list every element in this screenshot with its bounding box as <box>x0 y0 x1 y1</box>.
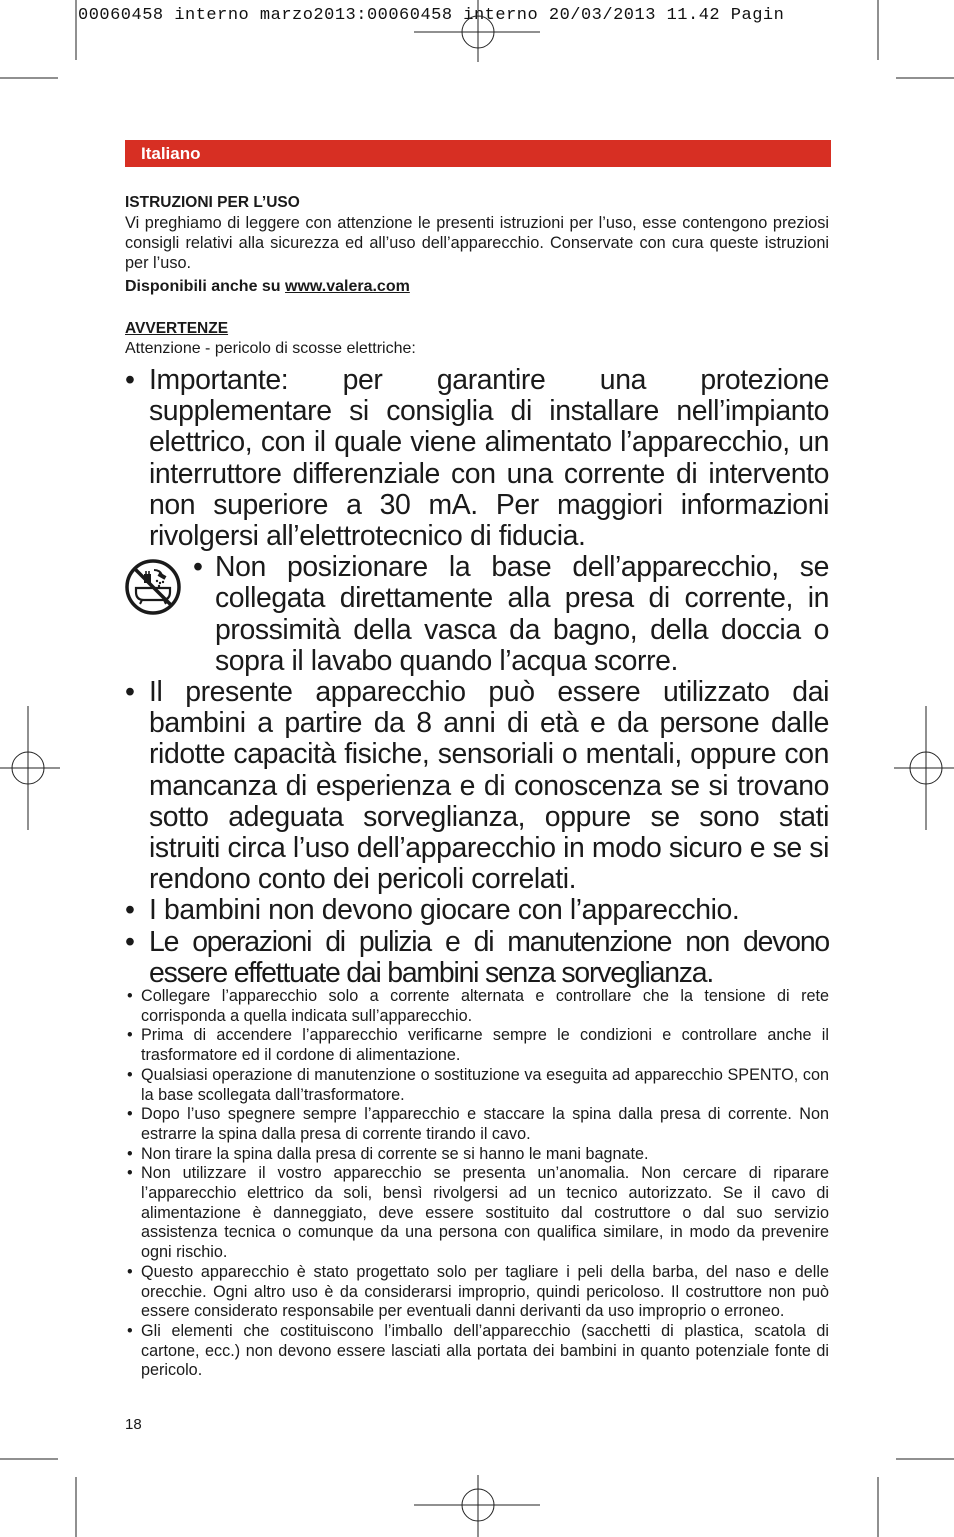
list-item-text: Prima di accendere l’apparecchio verificarne sempre le condizioni e controllare anche il trasformatore ed il cordone di alimentazione. <box>141 1026 829 1065</box>
bullet: • <box>125 364 135 396</box>
page-number: 18 <box>125 1416 142 1433</box>
instructions-paragraph: Vi preghiamo di leggere con attenzione le presenti istruzioni per l’uso, esse contengono preziosi consigli relativi alla sicurezza ed all’uso dell’apparecchio. Conservate con cura queste istruzioni per l’uso. <box>125 214 829 272</box>
bullet: • <box>125 925 134 958</box>
registration-crosshair-icon <box>894 752 954 784</box>
bullet: • <box>127 1144 133 1163</box>
warnings-heading: AVVERTENZE <box>125 320 229 337</box>
list-item <box>127 1164 829 1263</box>
print-slug-line: 00060458 interno marzo2013:00060458 interno 20/03/2013 11.42 Pagin <box>78 6 785 25</box>
bullet: • <box>125 676 135 709</box>
list-item <box>125 677 829 895</box>
list-item <box>127 987 829 1026</box>
large-warnings-list <box>125 365 829 989</box>
list-item-text: Importante: per garantire una protezione supplementare si consiglia di installare nell’impianto elettrico, con il quale viene alimentato l’apparecchio, un interruttore differenziale con una corrente di intervento non superiore a 30 mA. Per maggiori informazioni rivolgersi all’elettrotecnico di fiducia. <box>149 364 829 553</box>
intro-section <box>125 193 829 359</box>
list-item-text: Collegare l’apparecchio solo a corrente alternata e controllare che la tensione di rete corrisponda a quella indicata sull’apparecchio. <box>141 987 829 1025</box>
bullet: • <box>127 1105 133 1124</box>
list-item <box>127 1145 829 1165</box>
bullet: • <box>193 551 203 584</box>
bullet: • <box>127 1262 133 1281</box>
bullet: • <box>125 894 135 927</box>
registration-crosshair-icon <box>0 752 60 784</box>
list-item-text: Le operazioni di pulizia e di manutenzione non devono essere effettuate dai bambini senza sorveglianza. <box>149 925 829 989</box>
bullet: • <box>127 1321 133 1340</box>
bullet: • <box>127 1026 133 1045</box>
list-item <box>125 895 829 926</box>
list-item-text: Dopo l’uso spegnere sempre l’apparecchio e staccare la spina dalla presa di corrente. Non estrarre la spina dalla presa di corrente tirando il cavo. <box>141 1105 829 1143</box>
instructions-heading: ISTRUZIONI PER L’USO <box>125 194 300 211</box>
bullet: • <box>127 1164 133 1183</box>
list-item <box>125 365 829 552</box>
list-item <box>125 927 829 989</box>
list-item <box>193 552 829 677</box>
list-item <box>127 1066 829 1105</box>
list-item-text: I bambini non devono giocare con l’apparecchio. <box>149 894 740 927</box>
list-item-text: Non utilizzare il vostro apparecchio se presenta un’anomalia. Non cercare di riparare l’apparecchio elettrico da soli, bensì rivolgersi ad un tecnico autorizzato. Se il cavo di alimentazione è danneggiato, deve essere sostituito dal costruttore o dal suo servizio assistenza tecnica o comunque da una persona con qualifica similare, in modo da prevenire ogni rischio. <box>141 1164 829 1262</box>
list-item-text: Non posizionare la base dell’apparecchio, se collegata direttamente alla presa di corrente, in prossimità della vasca da bagno, della doccia o sopra il lavabo quando l’acqua scorre. <box>215 551 829 677</box>
no-water-near-bath-icon <box>124 558 182 616</box>
language-tab: Italiano <box>125 140 831 167</box>
warnings-subheading: Attenzione - pericolo di scosse elettriche: <box>125 340 416 357</box>
small-warnings-list <box>127 987 829 1381</box>
registration-crosshair-icon <box>414 1475 540 1537</box>
list-item-text: Qualsiasi operazione di manutenzione o sostituzione va eseguita ad apparecchio SPENTO, con la base scollegata dall’trasformatore. <box>141 1065 829 1104</box>
list-item <box>127 1263 829 1322</box>
list-item-text: Questo apparecchio è stato progettato solo per tagliare i peli della barba, del naso e delle orecchie. Ogni altro uso è da considerarsi improprio, quindi pericoloso. Il costruttore non può essere considerato responsabile per eventuali danni derivanti da uso improprio o erroneo. <box>141 1262 829 1321</box>
list-item <box>127 1322 829 1381</box>
list-item-text: Il presente apparecchio può essere utilizzato dai bambini a partire da 8 anni di età e da persone dalle ridotte capacità fisiche, sensoriali o mentali, oppure con mancanza di esperienza e di conoscenza se si trovano sotto adeguata sorveglianza, oppure se sono stati istruiti circa l’uso dell’apparecchio in modo sicuro e se si rendono conto dei pericoli correlati. <box>149 676 829 896</box>
list-item <box>127 1105 829 1144</box>
bullet: • <box>127 987 133 1005</box>
bullet: • <box>127 1065 133 1084</box>
available-line <box>125 277 829 297</box>
website-link[interactable]: www.valera.com <box>285 278 410 295</box>
list-item <box>127 1026 829 1065</box>
list-item-text: Non tirare la spina dalla presa di corrente se si hanno le mani bagnate. <box>141 1144 649 1163</box>
list-item-text: Gli elementi che costituiscono l’imballo dell’apparecchio (sacchetti di plastica, scatola di cartone, ecc.) non devono essere lasciati alla portata dei bambini in quanto potenziale fonte di pericolo. <box>141 1321 829 1380</box>
available-label: Disponibili anche su <box>125 278 286 295</box>
